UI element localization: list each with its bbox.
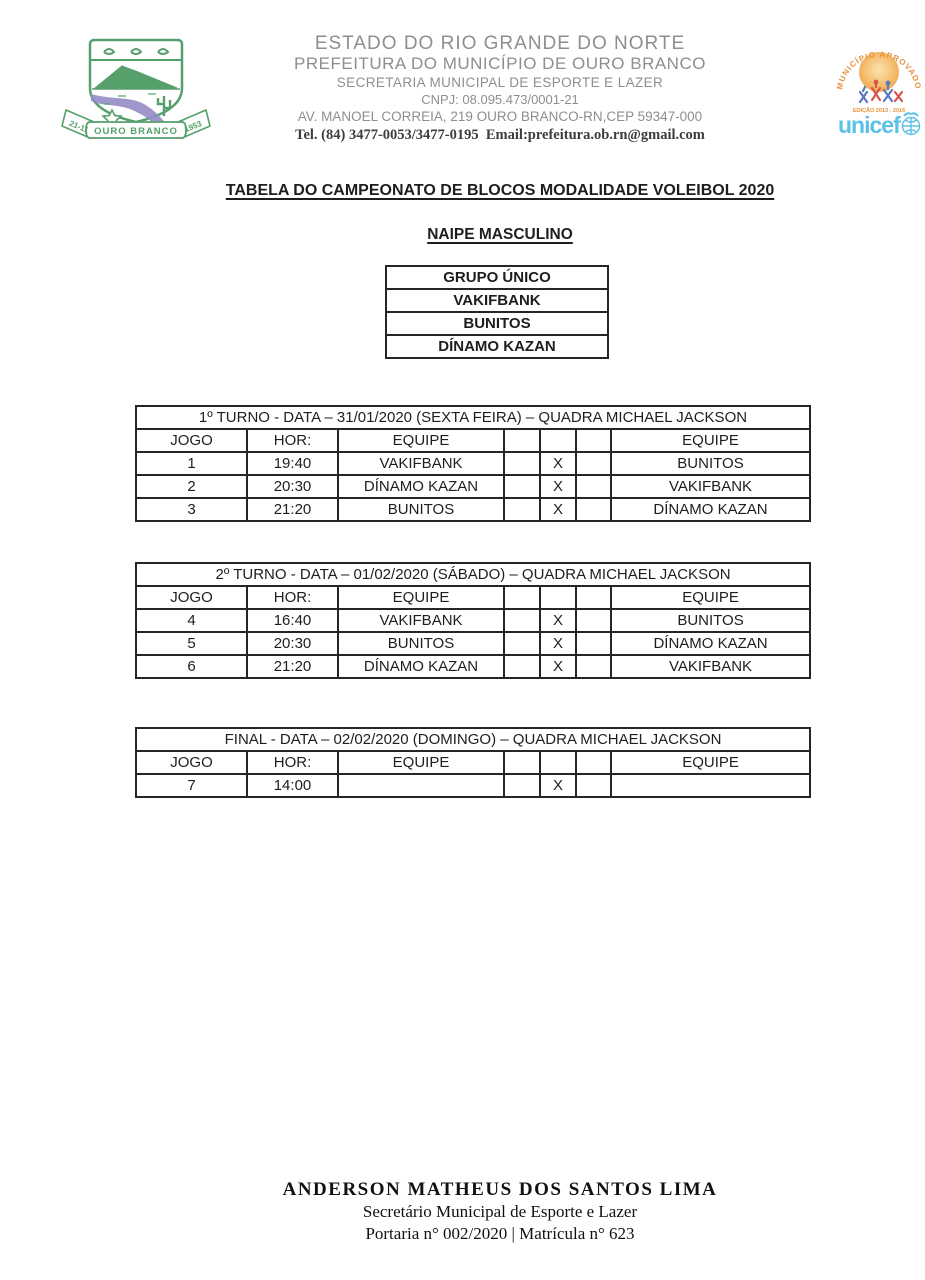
- match-time: 20:30: [247, 632, 338, 655]
- col-equipe-home: EQUIPE: [338, 586, 504, 609]
- org-state-line: ESTADO DO RIO GRANDE DO NORTE: [314, 33, 686, 54]
- blank-cell: [576, 655, 611, 678]
- match-away-team: BUNITOS: [611, 609, 810, 632]
- col-jogo: JOGO: [136, 586, 247, 609]
- unicef-wordmark: unicef: [838, 112, 900, 138]
- group-header-row: [386, 266, 608, 289]
- versus-cell: X: [540, 632, 576, 655]
- col-equipe-home: EQUIPE: [338, 429, 504, 452]
- col-hor: HOR:: [247, 586, 338, 609]
- match-row: [136, 498, 810, 521]
- blank-cell: [504, 452, 540, 475]
- match-away-team: VAKIFBANK: [611, 475, 810, 498]
- match-home-team: BUNITOS: [338, 632, 504, 655]
- versus-cell: X: [540, 452, 576, 475]
- col-blank: [504, 586, 540, 609]
- match-row: [136, 774, 810, 797]
- versus-cell: X: [540, 498, 576, 521]
- blank-cell: [576, 452, 611, 475]
- match-number: 1: [136, 452, 247, 475]
- match-row: [136, 452, 810, 475]
- unicef-globe-icon: [903, 113, 920, 134]
- col-blank: [504, 429, 540, 452]
- table-title: 1º TURNO - DATA – 31/01/2020 (SEXTA FEIRA) – QUADRA MICHAEL JACKSON: [136, 406, 810, 429]
- match-home-team: VAKIFBANK: [338, 452, 504, 475]
- table-header-row: [136, 586, 810, 609]
- blank-cell: [504, 655, 540, 678]
- col-blank: [576, 751, 611, 774]
- col-equipe-home: EQUIPE: [338, 751, 504, 774]
- blank-cell: [504, 498, 540, 521]
- table-header-row: [136, 751, 810, 774]
- match-row: [136, 655, 810, 678]
- match-row: [136, 609, 810, 632]
- match-number: 3: [136, 498, 247, 521]
- org-prefeitura-line: PREFEITURA DO MUNICÍPIO DE OURO BRANCO: [294, 54, 706, 73]
- match-home-team: [338, 774, 504, 797]
- crest-city-name: OURO BRANCO: [94, 126, 178, 137]
- blank-cell: [576, 609, 611, 632]
- letterhead: [75, 34, 925, 145]
- schedule-table-turno-1: [135, 405, 811, 522]
- document-title: TABELA DO CAMPEONATO DE BLOCOS MODALIDADE VOLEIBOL 2020: [225, 182, 775, 199]
- col-jogo: JOGO: [136, 751, 247, 774]
- unicef-arc-text: MUNICÍPIO APROVADO: [835, 49, 923, 91]
- col-blank: [540, 429, 576, 452]
- match-away-team: [611, 774, 810, 797]
- match-number: 6: [136, 655, 247, 678]
- group-team-row: [386, 289, 608, 312]
- table-header-row: [136, 429, 810, 452]
- match-away-team: DÍNAMO KAZAN: [611, 498, 810, 521]
- blank-cell: [576, 475, 611, 498]
- col-blank: [504, 751, 540, 774]
- signature-block: [75, 1178, 925, 1245]
- match-time: 16:40: [247, 609, 338, 632]
- col-blank: [576, 586, 611, 609]
- col-jogo: JOGO: [136, 429, 247, 452]
- col-blank: [576, 429, 611, 452]
- signatory-details: Portaria n° 002/2020 | Matrícula n° 623: [365, 1224, 635, 1243]
- blank-cell: [504, 475, 540, 498]
- org-secretaria-line: SECRETARIA MUNICIPAL DE ESPORTE E LAZER: [336, 75, 664, 90]
- match-time: 20:30: [247, 475, 338, 498]
- col-hor: HOR:: [247, 751, 338, 774]
- col-equipe-away: EQUIPE: [611, 586, 810, 609]
- match-home-team: BUNITOS: [338, 498, 504, 521]
- versus-cell: X: [540, 609, 576, 632]
- crest-left-date: 21-11: [67, 118, 90, 135]
- table-title-row: [136, 406, 810, 429]
- col-hor: HOR:: [247, 429, 338, 452]
- match-home-team: DÍNAMO KAZAN: [338, 655, 504, 678]
- blank-cell: [504, 632, 540, 655]
- match-away-team: BUNITOS: [611, 452, 810, 475]
- group-team-row: [386, 312, 608, 335]
- match-number: 5: [136, 632, 247, 655]
- match-number: 4: [136, 609, 247, 632]
- match-home-team: DÍNAMO KAZAN: [338, 475, 504, 498]
- unicef-seal-icon: [834, 36, 924, 142]
- schedule-table-turno-2: [135, 562, 811, 679]
- signatory-role: Secretário Municipal de Esporte e Lazer: [362, 1202, 638, 1221]
- match-time: 19:40: [247, 452, 338, 475]
- match-away-team: DÍNAMO KAZAN: [611, 632, 810, 655]
- schedule-table-final: [135, 727, 811, 798]
- match-home-team: VAKIFBANK: [338, 609, 504, 632]
- blank-cell: [576, 498, 611, 521]
- table-title: FINAL - DATA – 02/02/2020 (DOMINGO) – QUADRA MICHAEL JACKSON: [136, 728, 810, 751]
- match-number: 2: [136, 475, 247, 498]
- match-away-team: VAKIFBANK: [611, 655, 810, 678]
- col-blank: [540, 751, 576, 774]
- crest-right-date: 1953: [183, 119, 203, 135]
- blank-cell: [576, 632, 611, 655]
- group-header-cell: GRUPO ÚNICO: [386, 266, 608, 289]
- group-table: [385, 265, 609, 359]
- match-time: 21:20: [247, 498, 338, 521]
- blank-cell: [504, 774, 540, 797]
- table-title-row: [136, 728, 810, 751]
- match-time: 14:00: [247, 774, 338, 797]
- match-row: [136, 632, 810, 655]
- table-title-row: [136, 563, 810, 586]
- group-team-cell: DÍNAMO KAZAN: [386, 335, 608, 358]
- col-blank: [540, 586, 576, 609]
- document-subtitle: NAIPE MASCULINO: [427, 226, 573, 243]
- group-team-cell: BUNITOS: [386, 312, 608, 335]
- blank-cell: [504, 609, 540, 632]
- org-address-line: AV. MANOEL CORREIA, 219 OURO BRANCO-RN,CEP 59347-000: [297, 109, 703, 124]
- group-team-cell: VAKIFBANK: [386, 289, 608, 312]
- versus-cell: X: [540, 774, 576, 797]
- org-contact-line: Tel. (84) 3477-0053/3477-0195 Email:prefeitura.ob.rn@gmail.com: [295, 127, 705, 143]
- versus-cell: X: [540, 655, 576, 678]
- unicef-edition: EDIÇÃO 2013 - 2016: [852, 108, 906, 114]
- table-title: 2º TURNO - DATA – 01/02/2020 (SÁBADO) – QUADRA MICHAEL JACKSON: [136, 563, 810, 586]
- col-equipe-away: EQUIPE: [611, 751, 810, 774]
- match-number: 7: [136, 774, 247, 797]
- blank-cell: [576, 774, 611, 797]
- versus-cell: X: [540, 475, 576, 498]
- match-time: 21:20: [247, 655, 338, 678]
- match-row: [136, 475, 810, 498]
- org-cnpj-line: CNPJ: 08.095.473/0001-21: [421, 92, 579, 107]
- col-equipe-away: EQUIPE: [611, 429, 810, 452]
- signatory-name: ANDERSON MATHEUS DOS SANTOS LIMA: [282, 1179, 718, 1200]
- group-team-row: [386, 335, 608, 358]
